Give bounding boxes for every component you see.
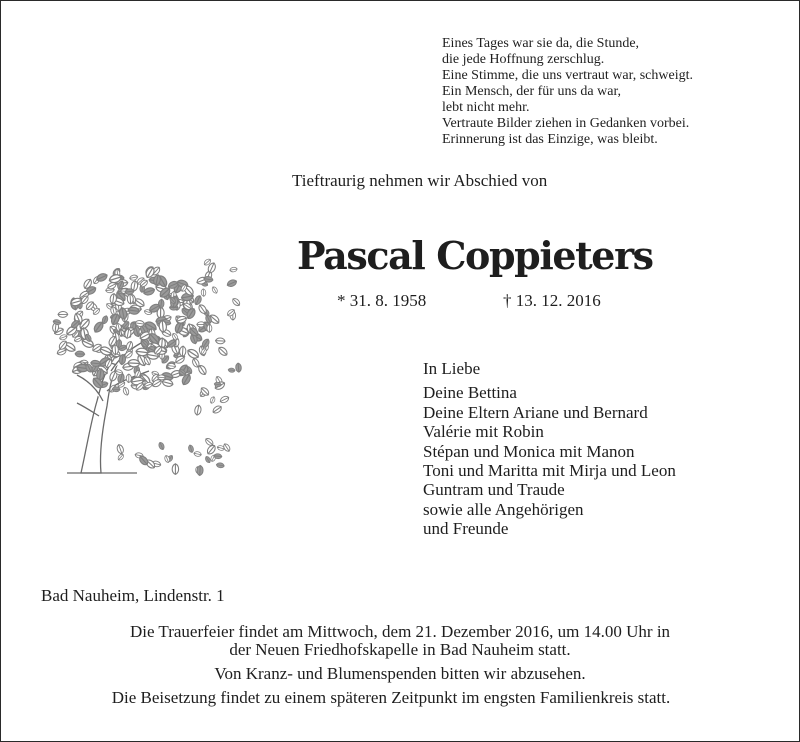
funeral-line: Die Trauerfeier findet am Mittwoch, dem 21. Dezember 2016, um 14.00 Uhr in — [129, 622, 671, 641]
poem-line: die jede Hoffnung zerschlug. — [442, 52, 605, 67]
mourner-name: Guntram und Traude — [423, 480, 565, 500]
address: Bad Nauheim, Lindenstr. 1 — [41, 586, 225, 605]
intro-text: Tieftraurig nehmen wir Abschied von — [292, 171, 548, 190]
deceased-name: Pascal Coppieters — [297, 233, 653, 278]
birth-date: * 31. 8. 1958 — [337, 291, 427, 310]
mourners-list — [423, 359, 676, 539]
mourner-name: Valérie mit Robin — [423, 422, 544, 442]
poem-line: Ein Mensch, der für uns da war, — [442, 84, 622, 99]
funeral-notice — [1, 623, 799, 707]
mourner-name: Deine Bettina — [423, 383, 517, 403]
death-date: † 13. 12. 2016 — [503, 291, 601, 310]
poem-line: Eine Stimme, die uns vertraut war, schweigt. — [442, 68, 693, 83]
mourner-name: und Freunde — [423, 519, 509, 539]
mourner-name: sowie alle Angehörigen — [423, 499, 584, 519]
mourners-lead: In Liebe — [423, 359, 481, 378]
poem — [442, 36, 693, 148]
poem-line: Erinnerung ist das Einzige, was bleibt. — [442, 132, 658, 147]
poem-line: Vertraute Bilder ziehen in Gedanken vorbei. — [442, 116, 690, 131]
poem-line: Eines Tages war sie da, die Stunde, — [442, 36, 640, 51]
mourner-name: Stépan und Monica mit Manon — [423, 441, 635, 461]
mourner-name: Deine Eltern Ariane und Bernard — [423, 402, 648, 422]
funeral-line: Die Beisetzung findet zu einem späteren Zeitpunkt im engsten Familienkreis statt. — [111, 688, 671, 707]
funeral-line: Von Kranz- und Blumenspenden bitten wir abzusehen. — [214, 664, 586, 683]
poem-line: lebt nicht mehr. — [442, 100, 530, 115]
windblown-tree-icon — [37, 251, 247, 481]
mourner-name: Toni und Maritta mit Mirja und Leon — [423, 461, 676, 481]
funeral-line: der Neuen Friedhofskapelle in Bad Nauheim statt. — [229, 640, 571, 659]
